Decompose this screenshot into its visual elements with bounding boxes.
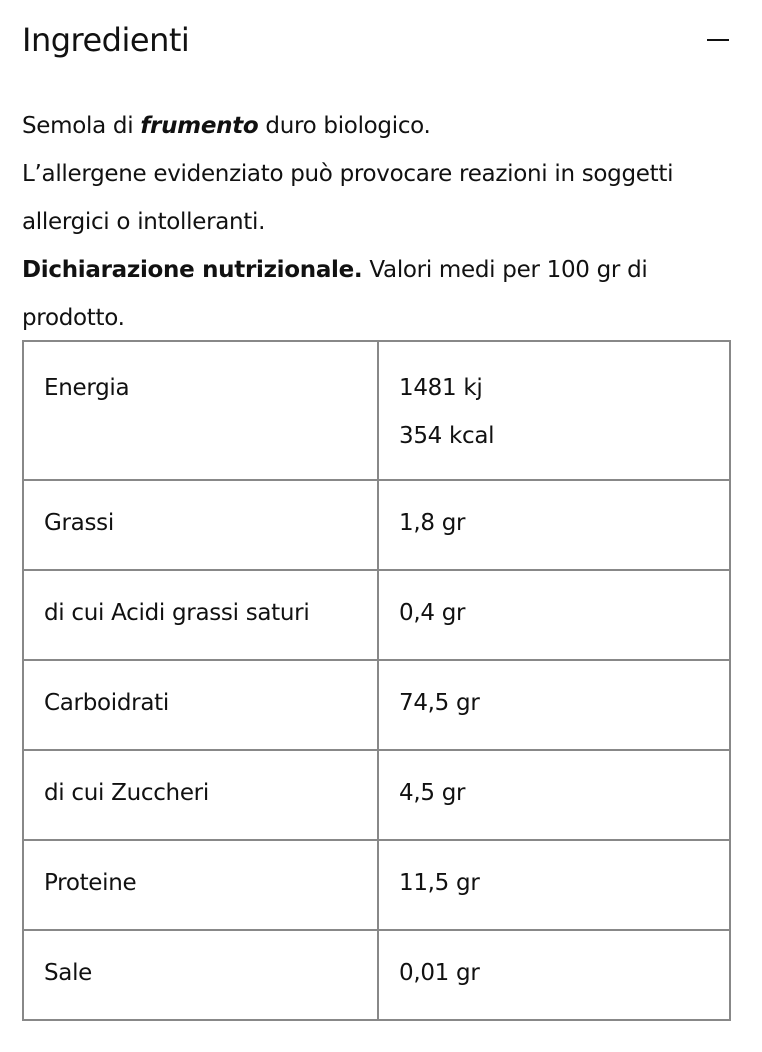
nutrient-value-cell <box>378 930 730 1020</box>
nutrient-value-cell <box>378 341 730 480</box>
nutrient-value: 0,01 gr <box>399 960 480 986</box>
allergen-highlight: frumento <box>140 113 259 139</box>
nutrient-name: di cui Acidi grassi saturi <box>23 570 378 660</box>
collapse-button[interactable] <box>704 26 732 54</box>
table-row <box>23 750 730 840</box>
section-title: Ingredienti <box>22 21 190 59</box>
nutrient-value: 11,5 gr <box>399 870 480 896</box>
table-row <box>23 570 730 660</box>
nutrition-intro-text: Valori medi per 100 gr di prodotto. <box>22 257 648 331</box>
nutrient-value-cell <box>378 480 730 570</box>
minus-icon <box>707 39 729 41</box>
nutrient-value-cell <box>378 840 730 930</box>
table-row <box>23 341 730 480</box>
nutrition-intro <box>22 246 730 342</box>
nutrient-name: Proteine <box>23 840 378 930</box>
nutrient-name: Sale <box>23 930 378 1020</box>
ingredients-text <box>22 102 730 342</box>
nutrition-table <box>22 340 731 1021</box>
allergen-note: L’allergene evidenziato può provocare reazioni in soggetti allergici o intolleranti. <box>22 161 674 235</box>
nutrient-value: 1,8 gr <box>399 510 466 536</box>
table-row <box>23 840 730 930</box>
ingredients-line <box>22 102 730 150</box>
ingredients-text-end: duro biologico. <box>258 113 431 139</box>
table-row <box>23 930 730 1020</box>
nutrition-heading: Dichiarazione nutrizionale. <box>22 257 363 283</box>
nutrient-value: 0,4 gr <box>399 600 466 626</box>
nutrient-name: Carboidrati <box>23 660 378 750</box>
nutrient-value-cell <box>378 660 730 750</box>
nutrient-value: 354 kcal <box>399 423 495 449</box>
nutrient-value-cell <box>378 750 730 840</box>
nutrient-value: 74,5 gr <box>399 690 480 716</box>
nutrient-name: Grassi <box>23 480 378 570</box>
table-row <box>23 660 730 750</box>
accordion-header[interactable] <box>22 14 732 66</box>
ingredients-text-start: Semola di <box>22 113 141 139</box>
table-row <box>23 480 730 570</box>
nutrient-value: 4,5 gr <box>399 780 466 806</box>
nutrient-value-cell <box>378 570 730 660</box>
nutrient-name: di cui Zuccheri <box>23 750 378 840</box>
nutrient-name: Energia <box>23 341 378 480</box>
nutrient-value: 1481 kj <box>399 375 483 401</box>
